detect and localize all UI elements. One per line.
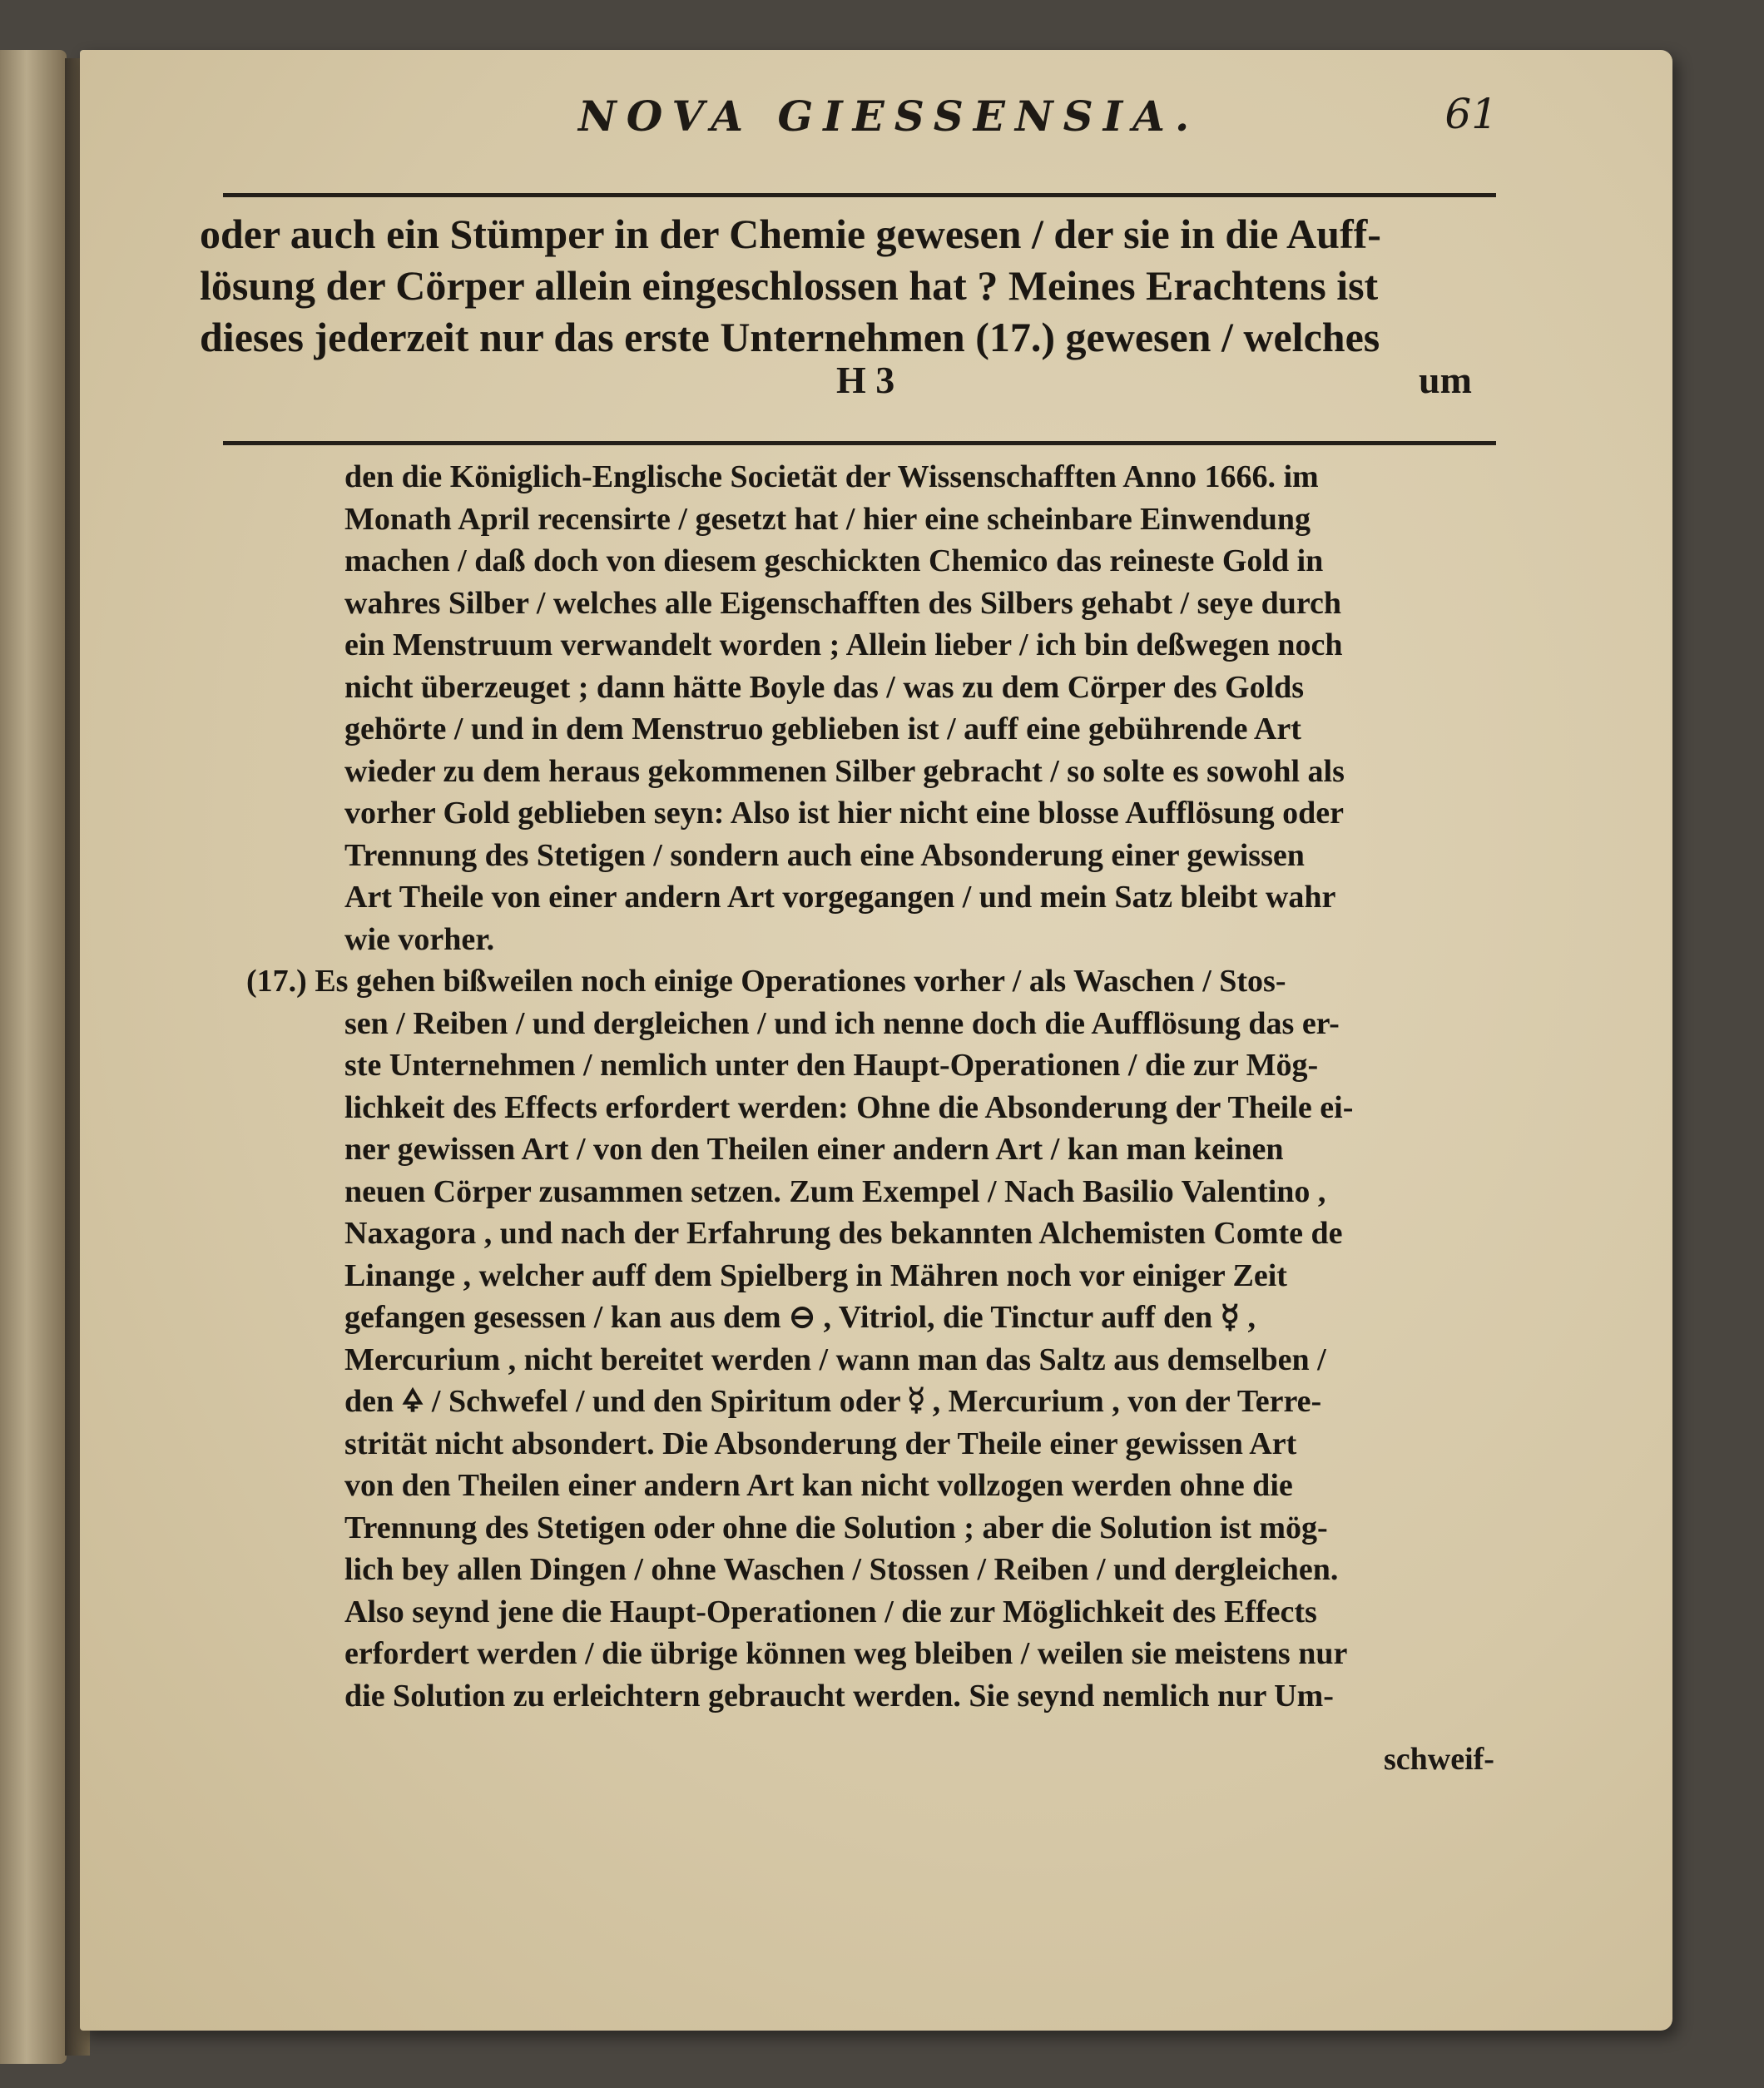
footnote-rule: [223, 441, 1496, 445]
main-text-line: oder auch ein Stümper in der Chemie gewesen / der sie in die Auff-: [200, 211, 1381, 257]
note-line: ein Menstruum verwandelt worden ; Allein lieber / ich bin deßwegen noch: [344, 627, 1343, 662]
note-line: Art Theile von einer andern Art vorgegangen / und mein Satz bleibt wahr: [344, 880, 1336, 915]
header-rule: [223, 193, 1496, 197]
note-line: die Solution zu erleichtern gebraucht werden. Sie seynd nemlich nur Um-: [344, 1678, 1334, 1714]
main-text-line: dieses jederzeit nur das erste Unternehmen (17.) gewesen / welches: [200, 314, 1380, 360]
note-line: sen / Reiben / und dergleichen / und ich nenne doch die Aufflösung das er-: [344, 1005, 1340, 1041]
note-line: ste Unternehmen / nemlich unter den Haupt-Operationen / die zur Mög-: [344, 1048, 1319, 1083]
note-17-marker: (17.): [246, 964, 307, 999]
note-line: lich bey allen Dingen / ohne Waschen / Stossen / Reiben / und dergleichen.: [344, 1552, 1339, 1587]
note-line: Monath April recensirte / gesetzt hat / hier eine scheinbare Einwendung: [344, 501, 1311, 537]
note-line: strität nicht absondert. Die Absonderung der Theile einer gewissen Art: [344, 1426, 1297, 1461]
note-line: gefangen gesessen / kan aus dem ⊖ , Vitriol, die Tinctur auff den ☿ ,: [344, 1300, 1256, 1335]
footnotes-block: [246, 456, 1503, 1717]
note-line: Linange , welcher auff dem Spielberg in Mähren noch vor einiger Zeit: [344, 1257, 1287, 1293]
note-line: vorher Gold geblieben seyn: Also ist hier nicht eine blosse Aufflösung oder: [344, 796, 1344, 831]
note-line: Mercurium , nicht bereitet werden / wann man das Saltz aus demselben /: [344, 1342, 1326, 1377]
note-line: Also seynd jene die Haupt-Operationen / die zur Möglichkeit des Effects: [344, 1594, 1317, 1629]
note-17-first-line: [246, 960, 1503, 1003]
main-catchword: um: [1419, 359, 1472, 401]
running-title: NOVA GIESSENSIA.: [578, 92, 1200, 141]
main-text-block: [200, 208, 1506, 363]
signature-mark: H 3: [836, 359, 895, 401]
facing-page-edge: [0, 50, 67, 2064]
note-line: Trennung des Stetigen / sondern auch eine Absonderung einer gewissen: [344, 837, 1305, 873]
page-number: 61: [1444, 90, 1498, 138]
note-line: wieder zu dem heraus gekommenen Silber gebracht / so solte es sowohl als: [344, 753, 1345, 789]
note-line: den die Königlich-Englische Societät der Wissenschafften Anno 1666. im: [344, 459, 1319, 494]
note-line: von den Theilen einer andern Art kan nicht vollzogen werden ohne die: [344, 1468, 1293, 1503]
note-line: Naxagora , und nach der Erfahrung des bekannten Alchemisten Comte de: [344, 1216, 1343, 1251]
main-text-line: lösung der Cörper allein eingeschlossen hat ? Meines Erachtens ist: [200, 262, 1379, 309]
note-line: Es gehen bißweilen noch einige Operationes vorher / als Waschen / Stos-: [315, 964, 1286, 999]
notes-catchword: schweif-: [1384, 1742, 1494, 1777]
note-line: ner gewissen Art / von den Theilen einer andern Art / kan man keinen: [344, 1132, 1284, 1167]
note-line: erfordert werden / die übrige können weg bleiben / weilen sie meistens nur: [344, 1636, 1348, 1671]
note-line: nicht überzeuget ; dann hätte Boyle das / was zu dem Cörper des Golds: [344, 669, 1305, 705]
note-line: wahres Silber / welches alle Eigenschafften des Silbers gehabt / seye durch: [344, 585, 1342, 621]
note-line: den 🜍 / Schwefel / und den Spiritum oder ☿ , Mercurium , von der Terre-: [344, 1384, 1322, 1419]
note-line: machen / daß doch von diesem geschickten Chemico das reineste Gold in: [344, 543, 1324, 578]
note-line: Trennung des Stetigen oder ohne die Solution ; aber die Solution ist mög-: [344, 1510, 1328, 1545]
note-line: lichkeit des Effects erfordert werden: Ohne die Absonderung der Theile ei-: [344, 1089, 1354, 1125]
running-head: [483, 83, 1498, 150]
note-line: neuen Cörper zusammen setzen. Zum Exempel / Nach Basilio Valentino ,: [344, 1173, 1326, 1209]
note-line: wie vorher.: [344, 921, 495, 957]
note-line: gehörte / und in dem Menstruo geblieben ist / auff eine gebührende Art: [344, 712, 1301, 746]
